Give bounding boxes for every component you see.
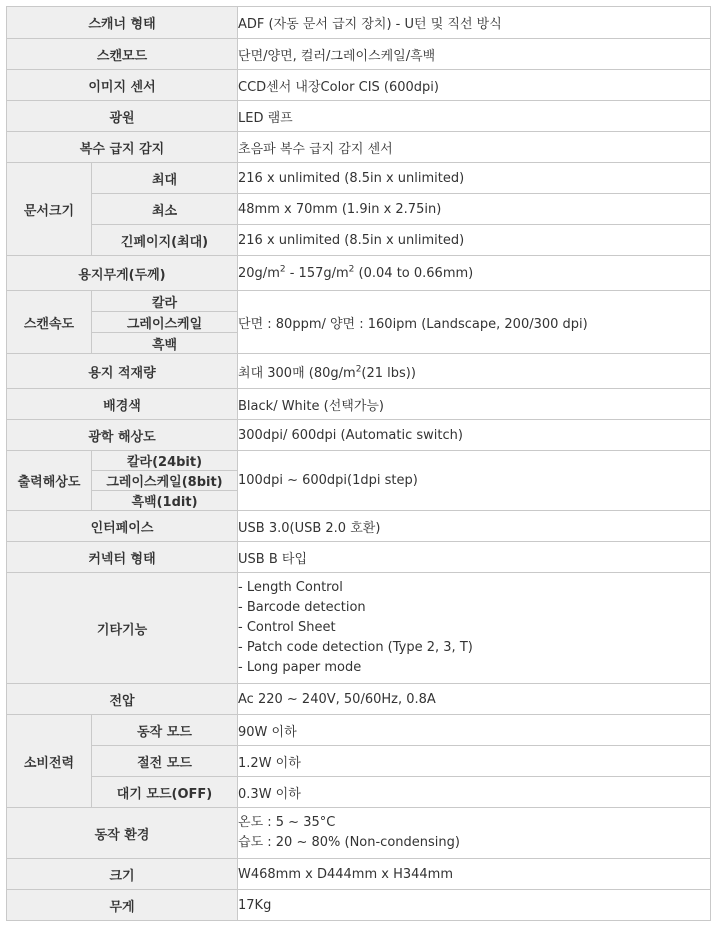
optical-res-value: 300dpi/ 600dpi (Automatic switch) [238,420,711,451]
spec-row-multifeed [7,132,711,163]
spec-row-capacity [7,354,711,389]
spec-row-connector [7,542,711,573]
feature-item: - Long paper mode [238,660,362,675]
interface-label: 인터페이스 [7,511,238,542]
interface-value: USB 3.0(USB 2.0 호환) [238,511,711,542]
spec-row-scan-mode [7,39,711,70]
spec-row-doc-size-min [7,194,711,225]
background-value: Black/ White (선택가능) [238,389,711,420]
spec-row-dimensions [7,859,711,890]
environment-value [238,808,711,859]
spec-row-power-sleep [7,746,711,777]
background-label: 배경색 [7,389,238,420]
spec-row-power-operating [7,715,711,746]
connector-value: USB B 타입 [238,542,711,573]
feature-item: - Patch code detection (Type 2, 3, T) [238,640,473,655]
power-sleep-value: 1.2W 이하 [238,746,711,777]
spec-row-paper-weight [7,256,711,291]
spec-row-background [7,389,711,420]
power-label: 소비전력 [7,715,92,808]
capacity-value [238,354,711,389]
voltage-value: Ac 220 ~ 240V, 50/60Hz, 0.8A [238,684,711,715]
weight-label: 무게 [7,890,238,921]
power-operating-label: 동작 모드 [92,715,238,746]
capacity-value-lbs: (21 lbs)) [361,365,416,381]
spec-table [6,6,711,921]
power-standby-label: 대기 모드(OFF) [92,777,238,808]
voltage-label: 전압 [7,684,238,715]
scanner-type-value: ADF (자동 문서 급지 장치) - U턴 및 직선 방식 [238,7,711,39]
power-sleep-label: 절전 모드 [92,746,238,777]
spec-row-scan-speed-color [7,291,711,312]
feature-item: - Control Sheet [238,620,336,635]
spec-row-doc-size-long [7,225,711,256]
capacity-value-main: 최대 300매 (80g/m [238,365,356,381]
dimensions-value: W468mm x D444mm x H344mm [238,859,711,890]
spec-row-optical-res [7,420,711,451]
feature-item: - Barcode detection [238,600,366,615]
doc-size-max-value: 216 x unlimited (8.5in x unlimited) [238,163,711,194]
paper-weight-max: - 157g/m [285,265,349,281]
scan-speed-bw-label: 흑백 [92,333,238,354]
spec-row-voltage [7,684,711,715]
spec-row-weight [7,890,711,921]
spec-row-power-standby [7,777,711,808]
paper-weight-thickness: (0.04 to 0.66mm) [354,265,474,281]
dimensions-label: 크기 [7,859,238,890]
multifeed-label: 복수 급지 감지 [7,132,238,163]
spec-row-features [7,573,711,684]
connector-label: 커넥터 형태 [7,542,238,573]
features-label: 기타기능 [7,573,238,684]
environment-label: 동작 환경 [7,808,238,859]
multifeed-value: 초음파 복수 급지 감지 센서 [238,132,711,163]
doc-size-long-value: 216 x unlimited (8.5in x unlimited) [238,225,711,256]
feature-item: - Length Control [238,580,343,595]
doc-size-max-label: 최대 [92,163,238,194]
power-standby-value: 0.3W 이하 [238,777,711,808]
output-res-value: 100dpi ~ 600dpi(1dpi step) [238,451,711,511]
paper-weight-sup-a: 2 [279,264,286,275]
scanner-type-label: 스캐너 형태 [7,7,238,39]
paper-weight-label: 용지무게(두께) [7,256,238,291]
output-res-bw-label: 흑백(1dit) [92,491,238,511]
optical-res-label: 광학 해상도 [7,420,238,451]
paper-weight-min: 20g/m [238,265,280,281]
spec-row-environment [7,808,711,859]
scan-speed-color-label: 칼라 [92,291,238,312]
spec-row-doc-size-max [7,163,711,194]
output-res-label: 출력해상도 [7,451,92,511]
doc-size-label: 문서크기 [7,163,92,256]
light-source-label: 광원 [7,101,238,132]
capacity-label: 용지 적재량 [7,354,238,389]
scan-speed-value: 단면 : 80ppm/ 양면 : 160ipm (Landscape, 200/300 dpi) [238,291,711,354]
spec-row-image-sensor [7,70,711,101]
doc-size-min-value: 48mm x 70mm (1.9in x 2.75in) [238,194,711,225]
paper-weight-value [238,256,711,291]
scan-speed-label: 스캔속도 [7,291,92,354]
spec-row-interface [7,511,711,542]
image-sensor-value: CCD센서 내장Color CIS (600dpi) [238,70,711,101]
output-res-gray-label: 그레이스케일(8bit) [92,471,238,491]
features-list [238,573,711,684]
doc-size-min-label: 최소 [92,194,238,225]
weight-value: 17Kg [238,890,711,921]
scan-mode-value: 단면/양면, 컬러/그레이스케일/흑백 [238,39,711,70]
environment-humidity: 습도 : 20 ~ 80% (Non-condensing) [238,835,460,850]
spec-row-output-res-color [7,451,711,471]
spec-row-light-source [7,101,711,132]
doc-size-long-label: 긴페이지(최대) [92,225,238,256]
spec-row-scanner-type [7,7,711,39]
output-res-color-label: 칼라(24bit) [92,451,238,471]
paper-weight-sup-b: 2 [348,264,355,275]
capacity-sup: 2 [355,364,362,375]
power-operating-value: 90W 이하 [238,715,711,746]
image-sensor-label: 이미지 센서 [7,70,238,101]
environment-temp: 온도 : 5 ~ 35°C [238,815,336,830]
scan-speed-gray-label: 그레이스케일 [92,312,238,333]
light-source-value: LED 램프 [238,101,711,132]
scan-mode-label: 스캔모드 [7,39,238,70]
